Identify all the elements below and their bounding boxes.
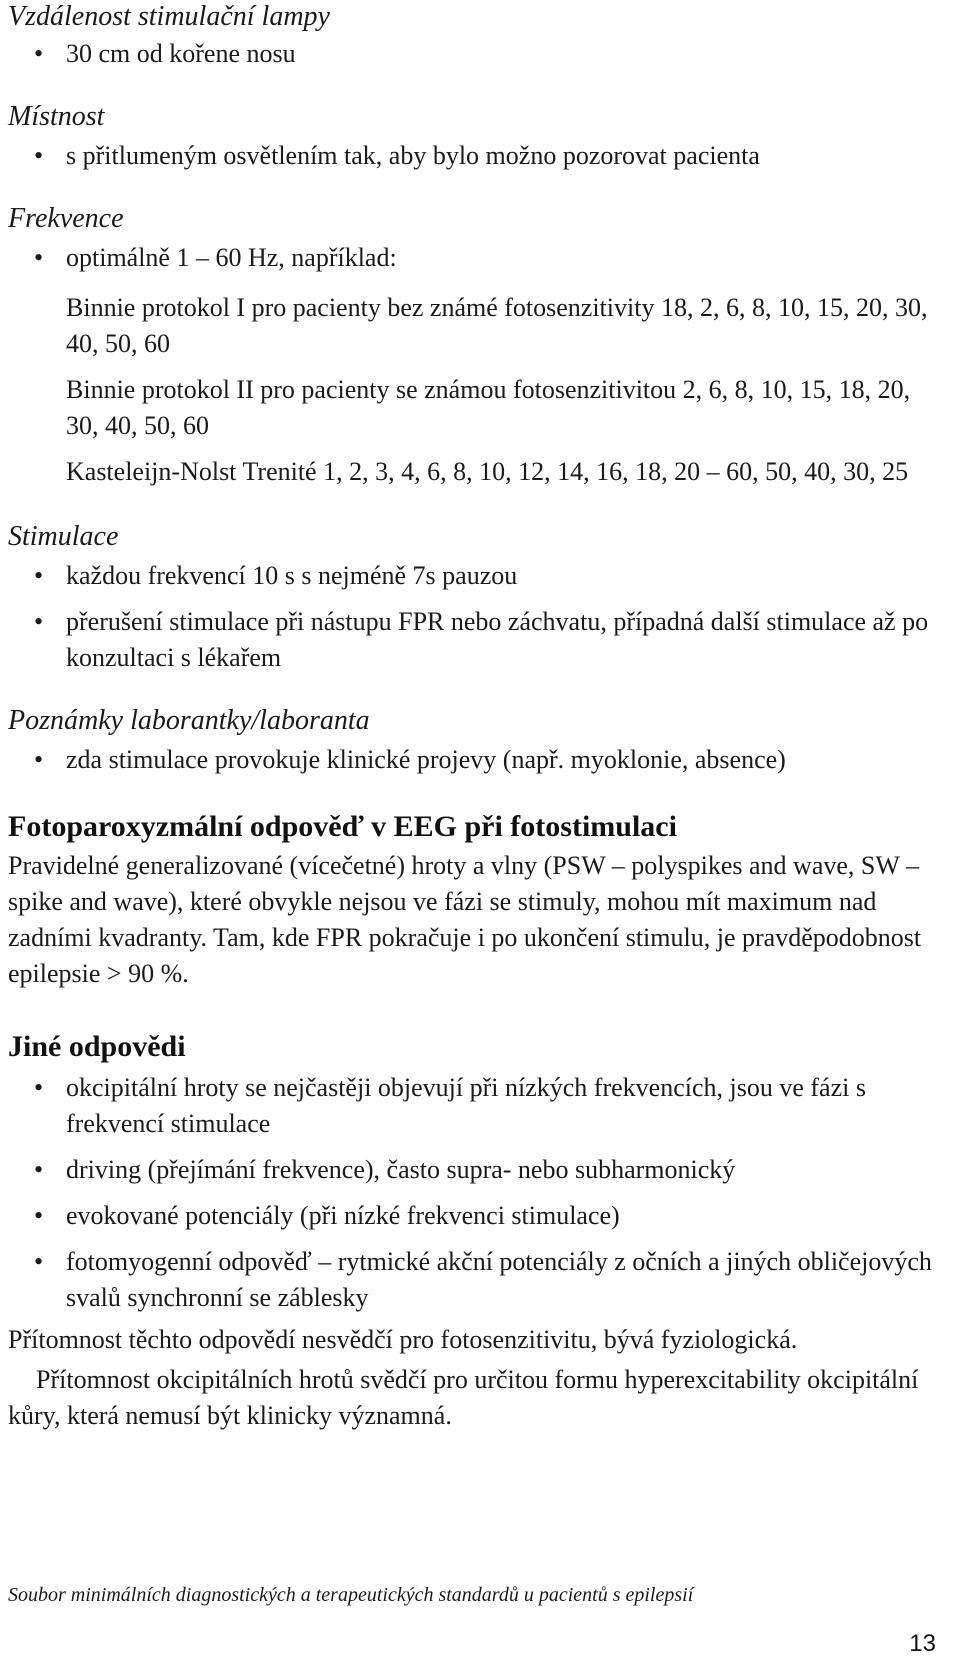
other-paragraph-2: Přítomnost okcipitálních hrotů svědčí pro určitou formu hyperexcitability okcipitální kůry, která nemusí být klinicky významná. xyxy=(8,1365,919,1430)
stimulation-list xyxy=(8,558,948,676)
list-item: • optimálně 1 – 60 Hz, například: xyxy=(8,240,948,276)
section-title-room: Místnost xyxy=(8,101,105,132)
other-responses-list xyxy=(8,1070,948,1316)
list-item: • evokované potenciály (při nízké frekvenci stimulace) xyxy=(8,1198,948,1234)
protocol-binnie-2: Binnie protokol II pro pacienty se známou fotosenzitivitou 2, 6, 8, 10, 15, 18, 20, 30, 40, 50, 60 xyxy=(66,375,911,440)
list-item: • 30 cm od kořene nosu xyxy=(8,36,948,72)
heading-fpr: Fotoparoxyzmální odpověď v EEG při fotostimulaci xyxy=(8,810,677,843)
distance-list xyxy=(8,36,948,72)
frequency-list xyxy=(8,240,948,276)
footer-note: Soubor minimálních diagnostických a terapeutických standardů u pacientů s epilepsií xyxy=(8,1584,694,1606)
list-item: • fotomyogenní odpověď – rytmické akční potenciály z očních a jiných obličejových svalů synchronní se záblesky xyxy=(8,1244,948,1316)
notes-list xyxy=(8,742,948,778)
list-item: • driving (přejímání frekvence), často supra- nebo subharmonický xyxy=(8,1152,948,1188)
section-title-distance: Vzdálenost stimulační lampy xyxy=(8,1,330,32)
list-item: • každou frekvencí 10 s s nejméně 7s pauzou xyxy=(8,558,948,594)
other-paragraph-1: Přítomnost těchto odpovědí nesvědčí pro fotosenzitivitu, bývá fyziologická. xyxy=(8,1325,798,1354)
protocol-binnie-1: Binnie protokol I pro pacienty bez známé fotosenzitivity 18, 2, 6, 8, 10, 15, 20, 30, 40, 50, 60 xyxy=(66,293,928,358)
list-item: • okcipitální hroty se nejčastěji objevují při nízkých frekvencích, jsou ve fázi s frekvencí stimulace xyxy=(8,1070,948,1142)
section-title-stimulation: Stimulace xyxy=(8,521,119,552)
fpr-paragraph: Pravidelné generalizované (vícečetné) hroty a vlny (PSW – polyspikes and wave, SW – spike and wave), které obvykle nejsou ve fázi se stimuly, mohou mít maximum nad zadními kvadranty. Tam, kde FPR pokračuje i po ukončení stimulu, je pravděpodobnost epilepsie > 90 %. xyxy=(8,851,922,988)
section-title-frequency: Frekvence xyxy=(8,203,124,234)
list-item: • přerušení stimulace při nástupu FPR nebo záchvatu, případná další stimulace až po konzultaci s lékařem xyxy=(8,604,948,676)
page-number: 13 xyxy=(909,1630,936,1657)
heading-other-responses: Jiné odpovědi xyxy=(8,1030,186,1063)
page-content xyxy=(8,0,948,1434)
list-item: • zda stimulace provokuje klinické projevy (např. myoklonie, absence) xyxy=(8,742,948,778)
section-title-notes: Poznámky laborantky/laboranta xyxy=(8,705,370,736)
protocol-kasteleijn: Kasteleijn-Nolst Trenité 1, 2, 3, 4, 6, 8, 10, 12, 14, 16, 18, 20 – 60, 50, 40, 30, 25 xyxy=(66,457,909,486)
room-list xyxy=(8,138,948,174)
list-item: • s přitlumeným osvětlením tak, aby bylo možno pozorovat pacienta xyxy=(8,138,948,174)
